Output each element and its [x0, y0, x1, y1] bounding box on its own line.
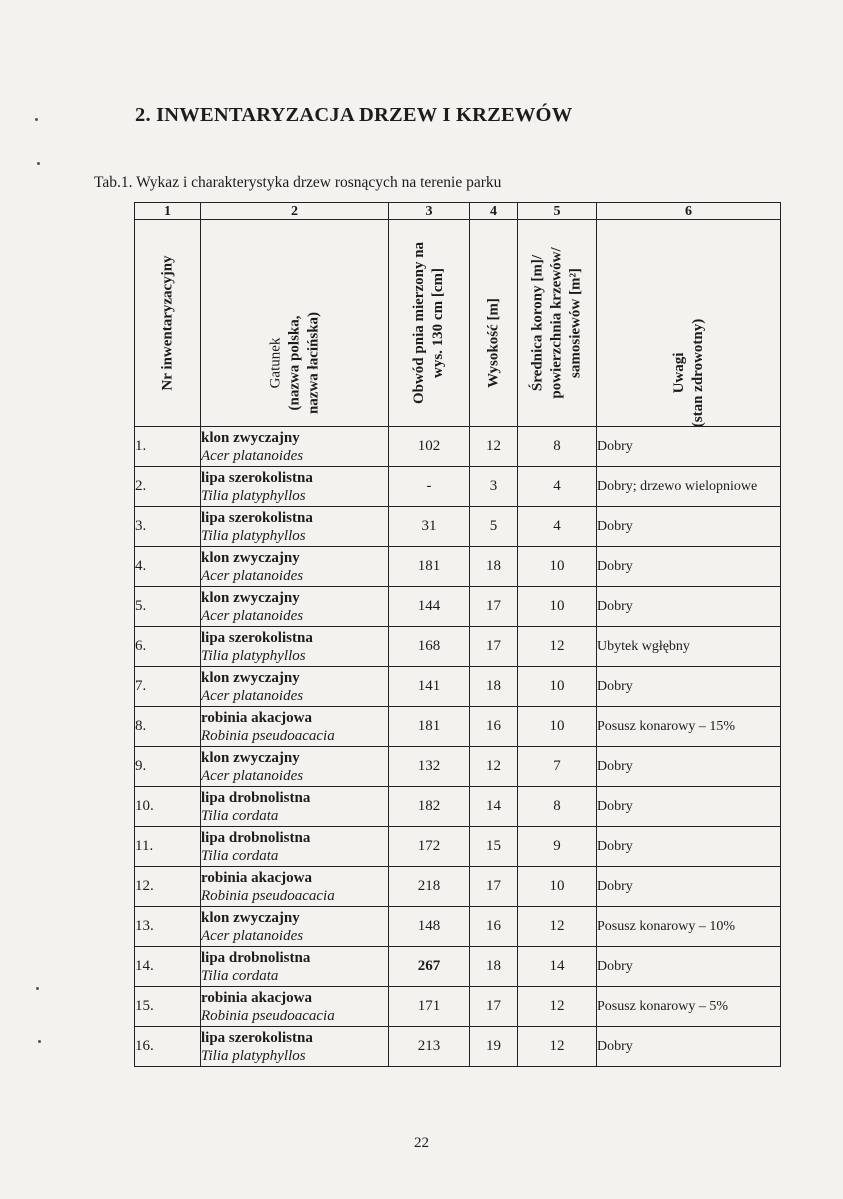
cell-species [201, 907, 389, 947]
species-polish-name: klon zwyczajny [201, 589, 300, 606]
species-latin-name: Tilia platyphyllos [201, 647, 306, 664]
species-polish-name: robinia akacjowa [201, 869, 312, 886]
cell-nr: 5. [135, 587, 201, 627]
cell-nr: 12. [135, 867, 201, 907]
cell-crown-diameter: 14 [518, 947, 597, 987]
column-number: 3 [389, 203, 470, 220]
cell-height: 18 [470, 947, 518, 987]
cell-remarks: Dobry [597, 547, 781, 587]
species-latin-name: Robinia pseudoacacia [201, 727, 335, 744]
cell-remarks: Posusz konarowy – 15% [597, 707, 781, 747]
table-body [135, 427, 781, 1067]
table-row [135, 907, 781, 947]
cell-remarks: Dobry [597, 427, 781, 467]
species-latin-name: Acer platanoides [201, 607, 304, 624]
cell-circumference: 148 [389, 907, 470, 947]
header-line: Nr inwentaryzacyjny [159, 255, 175, 391]
table-row [135, 667, 781, 707]
cell-height: 17 [470, 987, 518, 1027]
cell-height: 12 [470, 747, 518, 787]
cell-height: 17 [470, 587, 518, 627]
cell-nr: 1. [135, 427, 201, 467]
table-row [135, 787, 781, 827]
species-latin-name: Tilia cordata [201, 967, 279, 984]
species-polish-name: lipa drobnolistna [201, 829, 311, 846]
header-line: Wysokość [m] [485, 298, 501, 388]
scan-speck [37, 162, 40, 165]
page-number: 22 [414, 1135, 429, 1151]
cell-species [201, 1027, 389, 1067]
cell-circumference: 141 [389, 667, 470, 707]
cell-height: 18 [470, 667, 518, 707]
cell-circumference: 102 [389, 427, 470, 467]
cell-crown-diameter: 9 [518, 827, 597, 867]
header-wysokosc [470, 220, 518, 427]
table-row [135, 987, 781, 1027]
cell-remarks: Dobry [597, 667, 781, 707]
column-number: 4 [470, 203, 518, 220]
cell-circumference: 168 [389, 627, 470, 667]
cell-height: 3 [470, 467, 518, 507]
species-polish-name: lipa drobnolistna [201, 949, 311, 966]
header-line: (stan zdrowotny) [689, 318, 706, 428]
cell-nr: 11. [135, 827, 201, 867]
cell-species [201, 667, 389, 707]
header-gatunek [201, 220, 389, 427]
cell-species [201, 947, 389, 987]
cell-remarks: Ubytek wgłębny [597, 627, 781, 667]
column-number-row [135, 203, 781, 220]
cell-nr: 9. [135, 747, 201, 787]
cell-nr: 7. [135, 667, 201, 707]
cell-crown-diameter: 12 [518, 987, 597, 1027]
cell-height: 17 [470, 627, 518, 667]
cell-species [201, 827, 389, 867]
cell-species [201, 507, 389, 547]
species-polish-name: lipa drobnolistna [201, 789, 311, 806]
cell-height: 12 [470, 427, 518, 467]
cell-remarks: Dobry [597, 747, 781, 787]
species-latin-name: Acer platanoides [201, 687, 304, 704]
species-polish-name: lipa szerokolistna [201, 469, 313, 486]
cell-circumference: 171 [389, 987, 470, 1027]
cell-height: 16 [470, 707, 518, 747]
cell-remarks: Dobry [597, 507, 781, 547]
table-row [135, 747, 781, 787]
header-srednica [518, 220, 597, 427]
cell-species [201, 547, 389, 587]
cell-circumference: 182 [389, 787, 470, 827]
table-row [135, 827, 781, 867]
cell-nr: 8. [135, 707, 201, 747]
cell-species [201, 467, 389, 507]
cell-circumference: 132 [389, 747, 470, 787]
cell-circumference: 172 [389, 827, 470, 867]
column-number: 1 [135, 203, 201, 220]
cell-nr: 6. [135, 627, 201, 667]
cell-nr: 3. [135, 507, 201, 547]
cell-crown-diameter: 12 [518, 627, 597, 667]
scan-speck [35, 118, 38, 121]
header-line: Obwód pnia mierzony na [411, 241, 427, 405]
species-latin-name: Acer platanoides [201, 447, 304, 464]
cell-crown-diameter: 8 [518, 787, 597, 827]
cell-height: 15 [470, 827, 518, 867]
cell-nr: 10. [135, 787, 201, 827]
species-polish-name: lipa szerokolistna [201, 629, 313, 646]
table-row [135, 1027, 781, 1067]
cell-circumference: 218 [389, 867, 470, 907]
cell-nr: 4. [135, 547, 201, 587]
column-number: 5 [518, 203, 597, 220]
cell-circumference: 181 [389, 707, 470, 747]
cell-crown-diameter: 8 [518, 427, 597, 467]
cell-circumference: - [389, 467, 470, 507]
cell-nr: 2. [135, 467, 201, 507]
cell-species [201, 787, 389, 827]
species-polish-name: klon zwyczajny [201, 669, 300, 686]
species-latin-name: Robinia pseudoacacia [201, 1007, 335, 1024]
cell-species [201, 707, 389, 747]
table-caption: Tab.1. Wykaz i charakterystyka drzew rosnących na terenie parku [94, 174, 502, 191]
cell-crown-diameter: 10 [518, 547, 597, 587]
header-line: powierzchnia krzewów/ [548, 247, 565, 399]
species-latin-name: Tilia cordata [201, 847, 279, 864]
cell-remarks: Dobry [597, 587, 781, 627]
table-row [135, 547, 781, 587]
cell-height: 5 [470, 507, 518, 547]
cell-nr: 16. [135, 1027, 201, 1067]
cell-height: 16 [470, 907, 518, 947]
cell-nr: 15. [135, 987, 201, 1027]
cell-remarks: Posusz konarowy – 10% [597, 907, 781, 947]
table-row [135, 507, 781, 547]
cell-nr: 13. [135, 907, 201, 947]
column-number: 2 [201, 203, 389, 220]
cell-circumference: 31 [389, 507, 470, 547]
cell-height: 18 [470, 547, 518, 587]
section-heading: 2. INWENTARYZACJA DRZEW I KRZEWÓW [135, 104, 573, 126]
cell-remarks: Dobry [597, 867, 781, 907]
species-latin-name: Tilia platyphyllos [201, 487, 306, 504]
cell-height: 19 [470, 1027, 518, 1067]
table-row [135, 867, 781, 907]
header-line: Uwagi [670, 352, 687, 394]
cell-crown-diameter: 4 [518, 467, 597, 507]
header-nr [135, 220, 201, 427]
species-polish-name: klon zwyczajny [201, 429, 300, 446]
species-polish-name: klon zwyczajny [201, 749, 300, 766]
header-line: (nazwa polska, [286, 315, 302, 411]
column-header-row [135, 220, 781, 427]
cell-species [201, 587, 389, 627]
cell-crown-diameter: 10 [518, 667, 597, 707]
cell-remarks: Posusz konarowy – 5% [597, 987, 781, 1027]
cell-remarks: Dobry [597, 947, 781, 987]
header-line: wys. 130 cm [cm] [430, 268, 446, 378]
cell-crown-diameter: 10 [518, 707, 597, 747]
cell-remarks: Dobry; drzewo wielopniowe [597, 467, 781, 507]
cell-circumference: 267 [389, 947, 470, 987]
header-line: Średnica korony [m]/ [529, 254, 546, 392]
cell-crown-diameter: 12 [518, 1027, 597, 1067]
species-latin-name: Robinia pseudoacacia [201, 887, 335, 904]
header-uwagi [597, 220, 781, 427]
cell-height: 17 [470, 867, 518, 907]
cell-species [201, 867, 389, 907]
cell-nr: 14. [135, 947, 201, 987]
species-polish-name: lipa szerokolistna [201, 1029, 313, 1046]
table-row [135, 427, 781, 467]
table-row [135, 587, 781, 627]
species-latin-name: Tilia platyphyllos [201, 527, 306, 544]
header-line: Gatunek [267, 337, 283, 389]
scan-speck [38, 1040, 41, 1043]
cell-species [201, 427, 389, 467]
species-latin-name: Acer platanoides [201, 767, 304, 784]
cell-circumference: 181 [389, 547, 470, 587]
cell-circumference: 144 [389, 587, 470, 627]
species-polish-name: klon zwyczajny [201, 909, 300, 926]
tree-inventory-table [134, 202, 781, 1067]
scan-speck [36, 987, 39, 990]
species-polish-name: robinia akacjowa [201, 709, 312, 726]
table-row [135, 467, 781, 507]
cell-crown-diameter: 4 [518, 507, 597, 547]
species-latin-name: Acer platanoides [201, 567, 304, 584]
cell-remarks: Dobry [597, 787, 781, 827]
species-latin-name: Tilia cordata [201, 807, 279, 824]
species-polish-name: lipa szerokolistna [201, 509, 313, 526]
cell-remarks: Dobry [597, 1027, 781, 1067]
cell-species [201, 987, 389, 1027]
cell-crown-diameter: 12 [518, 907, 597, 947]
species-polish-name: robinia akacjowa [201, 989, 312, 1006]
cell-species [201, 747, 389, 787]
header-line: nazwa łacińska) [305, 311, 321, 415]
cell-crown-diameter: 10 [518, 587, 597, 627]
cell-crown-diameter: 10 [518, 867, 597, 907]
species-polish-name: klon zwyczajny [201, 549, 300, 566]
table-row [135, 627, 781, 667]
table-row [135, 947, 781, 987]
cell-crown-diameter: 7 [518, 747, 597, 787]
column-number: 6 [597, 203, 781, 220]
table-row [135, 707, 781, 747]
cell-circumference: 213 [389, 1027, 470, 1067]
species-latin-name: Tilia platyphyllos [201, 1047, 306, 1064]
cell-height: 14 [470, 787, 518, 827]
header-obwod [389, 220, 470, 427]
species-latin-name: Acer platanoides [201, 927, 304, 944]
cell-remarks: Dobry [597, 827, 781, 867]
header-line: samosiewów [m²] [567, 268, 584, 378]
cell-species [201, 627, 389, 667]
